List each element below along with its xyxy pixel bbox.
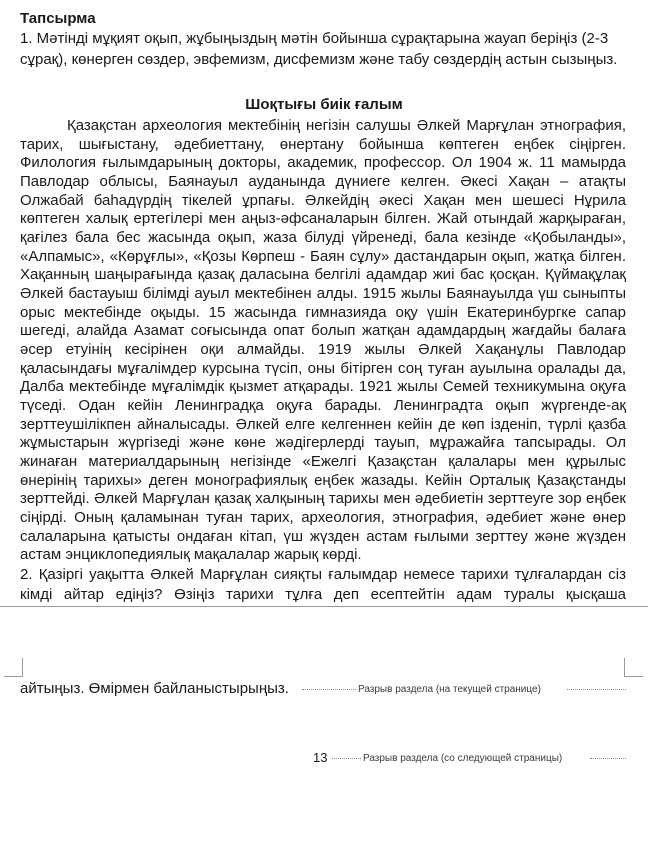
task-heading: Тапсырма (20, 10, 96, 27)
page-gap (0, 606, 648, 678)
page-number: 13 (313, 750, 328, 765)
section-break-line (302, 689, 356, 690)
section-break-line (590, 758, 626, 759)
section-break-line (567, 689, 626, 690)
question-text: 2. Қазіргі уақытта Әлкей Марғұлан сияқты ғалымдар немесе тарихи тұлғалардан сіз кімді айтар едіңіз? Өзіңіз тарихи тұлға деп есептейтін адам туралы қысқаша (20, 566, 626, 603)
article-body: Қазақстан археология мектебінің негізін салушы Әлкей Марғұлан этнография, тарих, шығыстану, әдебиеттану, өнертану бойынша көптеген еңбек сіңірген. Филология ғылымдарының докторы, академик, профессор. Ол 1904 ж. 11 мамырда Павлодар облысы, Баянауыл ауданында дүниеге келген. Әкесі Хақан – атақты Олжабай баһадүрдің тікелей ұрпағы. Әлкейдің әкесі Хақан мен шешесі Нұрила көптеген халық ертегілері мен аңыз-әфсаналарын білген. Жай отындай жарқыраған, қағілез бала бес жасында оқып, жаза білуді үйренеді, бала кезінде «Қобыланды», «Алпамыс», «Көрұғлы», «Қозы Көрпеш - Баян сұлу» дастандарын оқып, жатқа білген. Хақанның шаңырағында қазақ даласына белгілі адамдар жиі бас қосқан. Қүймақұлақ Әлкей бастауыш білімді ауыл мектебінен алды. 1915 жылы Баянауылда үш сыныпты орыс мектебінде оқыды. 15 жасында гимназияда оқу үшін Екатеринбургке сапар шегеді, алайда Азамат соғысында опат болып жатқан адамдардың жағдайы балаға әсер етуінің кесірінен оқи алмайды. 1919 жылы Әлкей Хақанұлы Павлодар қаласындағы мұғалімдер курсына түсіп, оны бітірген соң туған ауылына оралады да, Далба мектебінде мұғалімдік қызмет атқарады. 1921 жылы Семей техникумына оқуға түседі. Одан кейін Ленинградқа оқуға барады. Ленинградта оқып жүргенде-ақ зерттеушілікпен айналысады. Әлкей елге келгеннен кейін де көп ізденіп, түрлі қазба жұмыстарын жүргізеді және көне жәдігерлерді тауып, мұражайға тапсырады. Ол жинаған материалдарының негізінде «Ежелгі Қазақстан қалалары мен құрылыс өнерінің тарихы» деген монографиялық еңбек жазады. Кейін Орталық Қазақстанды зерттейді. Әлкей Марғұлан қазақ халқының тарихы мен әдебиетін зерттеуге зор еңбек сіңірді. Оның қаламынан туған тарих, археология, этнография, әдебиет және өнер салаларына қатысты ондаған кітап, үш жүзден астам ғылыми зерттеу және жүзден астам энциклопедиялық мақалалар жарық көрді. (20, 117, 626, 564)
section-break-line (332, 758, 361, 759)
task-instruction: 1. Мәтінді мұқият оқып, жұбыңыздың мәтін бойынша сұрақтарына жауап беріңіз (2-3 сұрақ), көнерген сөздер, эвфемизм, дисфемизм және табу сөздердің астын сызыңыз. (20, 30, 618, 68)
margin-corner-right (624, 658, 643, 677)
article-title: Шоқтығы биік ғалым (245, 96, 403, 113)
section-break-current-label: Разрыв раздела (на текущей странице) (358, 684, 541, 695)
page-edge (0, 606, 648, 607)
margin-corner-left (4, 658, 23, 677)
question-continuation: айтыңыз. Өмірмен байланыстырыңыз. (20, 680, 289, 697)
section-break-next-label: Разрыв раздела (со следующей страницы) (363, 753, 563, 764)
